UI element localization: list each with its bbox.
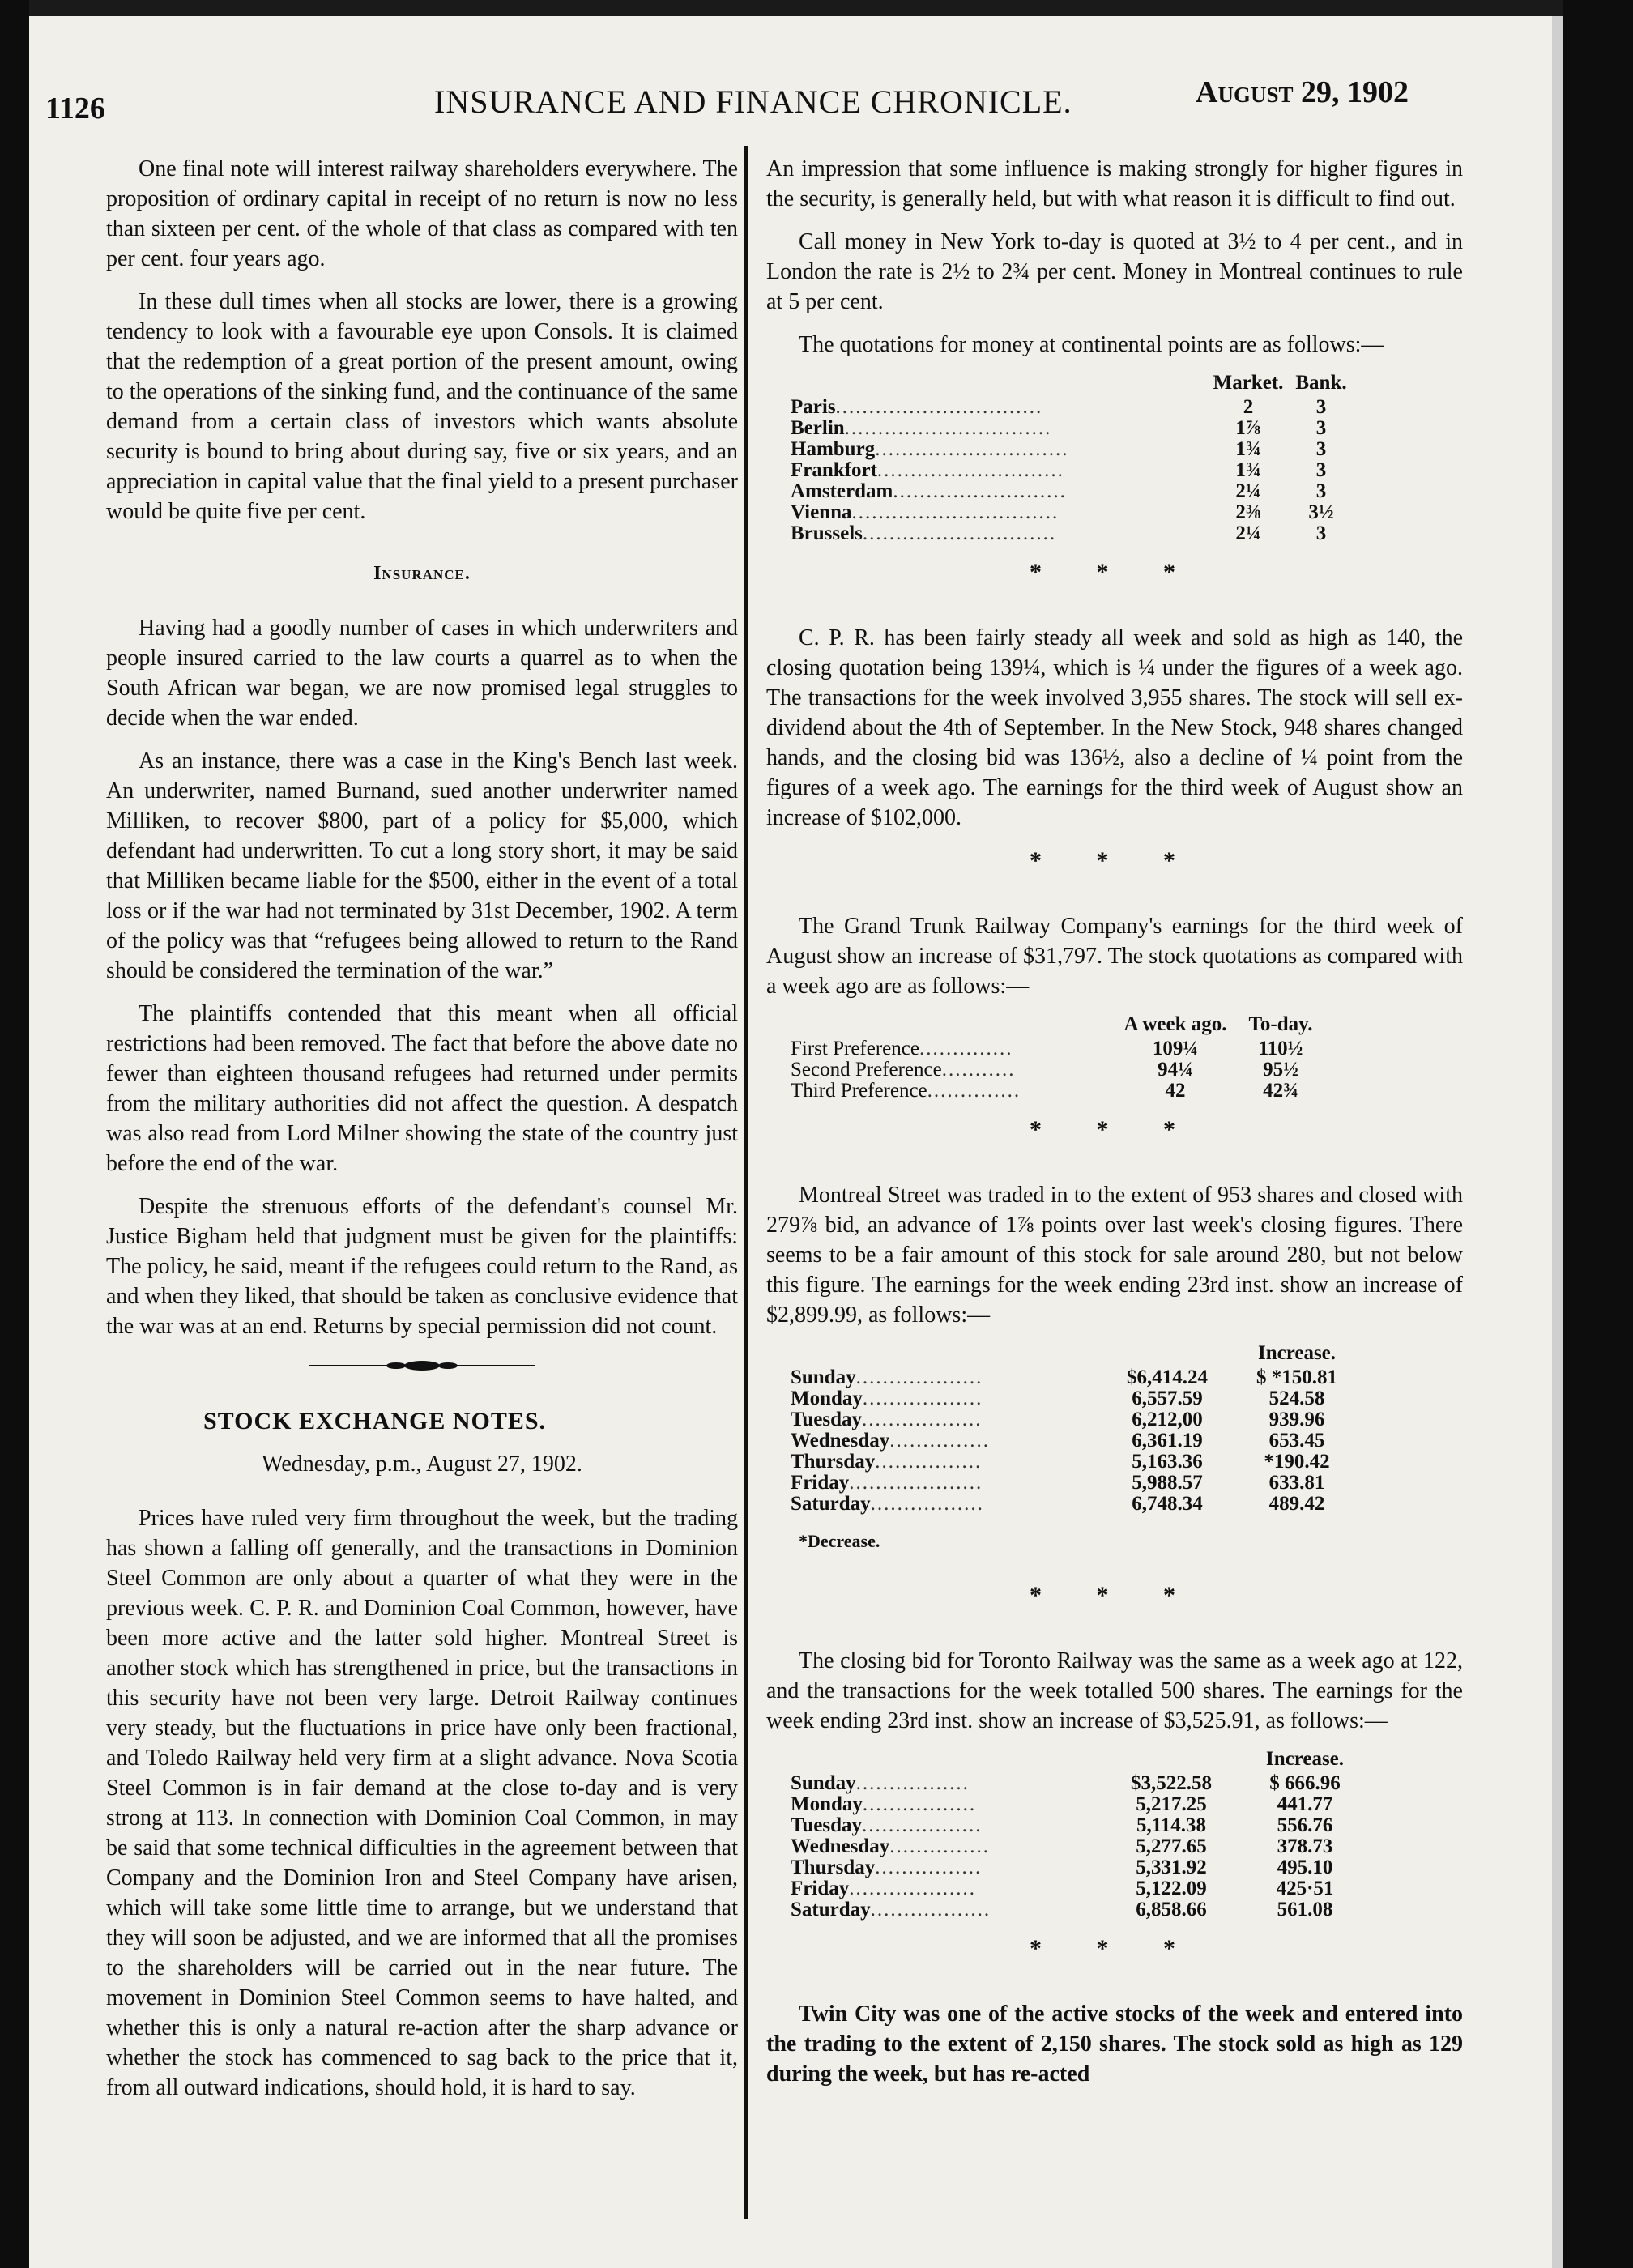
earnings-amount: 5,331.92 <box>1136 1857 1207 1878</box>
column-rule <box>744 146 748 2219</box>
journal-title: INSURANCE AND FINANCE CHRONICLE. <box>434 83 1072 120</box>
row-label: Amsterdam <box>791 480 893 502</box>
paragraph: The Grand Trunk Railway Company's earnings for the third week of August show an increase of $31,797. The stock quotations as compared with a week ago are as follows:— <box>766 914 1463 999</box>
table-row: Saturday.................. 6,858.66 561.08 <box>791 1899 1366 1921</box>
row-label: Brussels <box>791 522 863 544</box>
row-label: Vienna <box>791 501 852 523</box>
earnings-increase: 939.96 <box>1268 1409 1325 1430</box>
paragraph: Call money in New York to-day is quoted at 3½ to 4 per cent., and in London the rate is 2½ to 2¾ per cent. Money in Montreal continues to rule at 5 per cent. <box>766 229 1463 314</box>
today-quote: 95½ <box>1263 1059 1298 1081</box>
left-column <box>106 154 738 2116</box>
earnings-amount: 5,277.65 <box>1136 1835 1207 1857</box>
table-row: Friday................... 5,122.09 425·51 <box>791 1878 1366 1899</box>
week-ago-quote: 94¼ <box>1158 1059 1193 1081</box>
right-column <box>766 154 1463 2102</box>
row-label: Wednesday <box>791 1835 890 1857</box>
asterism-divider: * * * <box>1030 559 1200 586</box>
asterism-divider: * * * <box>1030 1935 1200 1962</box>
scan-border-left <box>0 0 29 2268</box>
page-header <box>29 75 1552 131</box>
table-row: Brussels............................. 2¼ 3 <box>791 523 1358 544</box>
paragraph: In these dull times when all stocks are lower, there is a growing tendency to look with a favourable eye upon Consols. It is claimed that the redemption of a great portion of the present amount, owing to the operations of the sinking fund, and the continuance of the same demand from a certain class of investors which wants absolute security is bound to bring about during say, five or six years, and an appreciation in capital value that the final yield to a present purchaser would be quite five per cent. <box>106 289 738 524</box>
table-row: Sunday................... $6,414.24 $ *150.81 <box>791 1367 1358 1388</box>
earnings-amount: 6,858.66 <box>1136 1899 1207 1921</box>
asterism-divider: * * * <box>1030 847 1200 874</box>
earnings-amount: 6,748.34 <box>1132 1493 1203 1515</box>
row-label: Thursday <box>791 1857 876 1878</box>
row-label: Thursday <box>791 1451 876 1473</box>
column-header: Bank. <box>1295 372 1347 394</box>
earnings-increase: $ *150.81 <box>1256 1366 1337 1388</box>
earnings-amount: 5,114.38 <box>1136 1814 1207 1836</box>
grand-trunk-quotations-table <box>791 1014 1325 1102</box>
table-row: Tuesday.................. 6,212,00 939.96 <box>791 1409 1358 1430</box>
table-row: Tuesday.................. 5,114.38 556.76 <box>791 1815 1366 1836</box>
row-label: Paris <box>791 396 836 418</box>
stock-exchange-dateline: Wednesday, p.m., August 27, 1902. <box>262 1452 582 1477</box>
paragraph: An impression that some influence is making strongly for higher figures in the security, is generally held, but with what reason it is difficult to find out. <box>766 156 1463 211</box>
asterism-divider: * * * <box>1030 1582 1200 1609</box>
table-row: Thursday................ 5,163.36 *190.42 <box>791 1452 1358 1473</box>
table-row: Second Preference........... 94¼ 95½ <box>791 1059 1325 1081</box>
earnings-increase: 489.42 <box>1268 1493 1325 1515</box>
table-row: Wednesday............... 5,277.65 378.73 <box>791 1836 1366 1857</box>
column-header: Increase. <box>1265 1748 1345 1770</box>
market-rate: 1¾ <box>1235 438 1261 460</box>
earnings-amount: 6,361.19 <box>1132 1430 1203 1452</box>
market-rate: 1⅞ <box>1235 417 1261 439</box>
earnings-amount: 5,122.09 <box>1136 1878 1207 1899</box>
row-label: Wednesday <box>791 1430 890 1452</box>
week-ago-quote: 109¼ <box>1152 1038 1199 1059</box>
market-rate: 2¼ <box>1235 480 1261 502</box>
earnings-increase: 556.76 <box>1277 1814 1333 1836</box>
column-header: Market. <box>1213 372 1284 394</box>
row-label: Tuesday <box>791 1409 863 1430</box>
row-label: Saturday <box>791 1899 871 1921</box>
paragraph: One final note will interest railway shareholders everywhere. The proposition of ordinary capital in receipt of no return is now no less than sixteen per cent. of the whole of that class as compared with ten per cent. four years ago. <box>106 156 738 271</box>
newspaper-page <box>29 16 1552 2268</box>
table-row: Amsterdam.......................... 2¼ 3 <box>791 481 1358 502</box>
table-row: Hamburg............................. 1¾ 3 <box>791 439 1358 460</box>
bank-rate: 3 <box>1315 459 1327 481</box>
row-label: Friday <box>791 1472 850 1494</box>
table-row: Friday.................... 5,988.57 633.81 <box>791 1473 1358 1494</box>
row-label: Third Preference <box>791 1080 927 1102</box>
row-label: Friday <box>791 1878 850 1899</box>
insurance-heading: Insurance. <box>373 563 471 584</box>
paragraph: Montreal Street was traded in to the extent of 953 shares and closed with 279⅞ bid, an advance of 1⅞ points over last week's closing figures. There seems to be a fair amount of this stock for sale around 280, but not below this figure. The earnings for the week ending 23rd inst. show an increase of $2,899.99, as follows:— <box>766 1183 1463 1328</box>
earnings-increase: 378.73 <box>1277 1835 1333 1857</box>
montreal-street-earnings-table <box>791 1343 1358 1515</box>
earnings-increase: 633.81 <box>1268 1472 1325 1494</box>
row-label: Sunday <box>791 1366 856 1388</box>
paragraph: Despite the strenuous efforts of the defendant's counsel Mr. Justice Bigham held that judgment must be given for the plaintiffs: The policy, he said, meant if the refugees could return to the Rand, as and when they liked, that should be taken as conclusive evidence that the war was at an end. Returns by special permission did not count. <box>106 1194 738 1339</box>
today-quote: 42¾ <box>1263 1080 1298 1102</box>
row-label: First Preference <box>791 1038 919 1059</box>
market-rate: 1¾ <box>1235 459 1261 481</box>
ornamental-rule <box>309 1358 535 1374</box>
today-quote: 110½ <box>1258 1038 1303 1059</box>
earnings-amount: $3,522.58 <box>1131 1772 1212 1794</box>
bank-rate: 3 <box>1315 396 1327 418</box>
stock-exchange-heading: STOCK EXCHANGE NOTES. <box>203 1408 547 1435</box>
page-number: 1126 <box>45 92 105 126</box>
row-label: Monday <box>791 1793 863 1815</box>
table-row: First Preference.............. 109¼ 110½ <box>791 1038 1325 1059</box>
earnings-amount: 6,212,00 <box>1132 1409 1203 1430</box>
gutter-strip <box>1551 16 1563 2268</box>
earnings-increase: 653.45 <box>1268 1430 1325 1452</box>
paragraph: C. P. R. has been fairly steady all week and sold as high as 140, the closing quotation being 139¼, which is ¼ under the figures of a week ago. The transactions for the week involved 3,955 shares. The stock will sell ex-dividend about the 4th of September. In the New Stock, 948 shares changed hands, and the closing bid was 136½, also a decline of ¼ point from the figures of a week ago. The earnings for the third week of August show an increase of $102,000. <box>766 625 1463 830</box>
table-row: Wednesday............... 6,361.19 653.45 <box>791 1430 1358 1452</box>
scan-border-right <box>1563 0 1633 2268</box>
row-label: Saturday <box>791 1493 871 1515</box>
column-header: Increase. <box>1257 1342 1337 1364</box>
market-rate: 2 <box>1243 396 1254 418</box>
table-row: Paris............................... 2 3 <box>791 397 1358 418</box>
bank-rate: 3 <box>1315 522 1327 544</box>
market-rate: 2⅜ <box>1235 501 1261 523</box>
table-row: Third Preference.............. 42 42¾ <box>791 1081 1325 1102</box>
row-label: Hamburg <box>791 438 876 460</box>
table-row: Berlin............................... 1⅞ 3 <box>791 418 1358 439</box>
earnings-increase: 561.08 <box>1277 1899 1333 1921</box>
earnings-increase: $ 666.96 <box>1269 1772 1341 1794</box>
issue-date: August 29, 1902 <box>1196 75 1409 109</box>
paragraph: Having had a goodly number of cases in which underwriters and people insured carried to the law courts a quarrel as to when the South African war began, we are now promised legal struggles to decide when the war ended. <box>106 616 738 731</box>
table-row: Frankfort............................ 1¾ 3 <box>791 460 1358 481</box>
bank-rate: 3 <box>1315 438 1327 460</box>
table-row: Thursday................ 5,331.92 495.10 <box>791 1857 1366 1878</box>
table-row: Monday................. 5,217.25 441.77 <box>791 1794 1366 1815</box>
table-row: Monday.................. 6,557.59 524.58 <box>791 1388 1358 1409</box>
earnings-amount: $6,414.24 <box>1127 1366 1208 1388</box>
earnings-amount: 5,163.36 <box>1132 1451 1203 1473</box>
column-header: A week ago. <box>1123 1013 1227 1035</box>
paragraph: Prices have ruled very firm throughout the week, but the trading has shown a falling off generally, and the transactions in Dominion Steel Common are only about a quarter of what they were in the previous week. C. P. R. and Dominion Coal Common, however, have been more active and the latter sold higher. Montreal Street is another stock which has strengthened in price, but the transactions in this security have not been very large. Detroit Railway continues very steady, but the fluctuations in price have only been fractional, and Toledo Railway held very firm at a slight advance. Nova Scotia Steel Common is in fair demand at the close to-day and is very strong at 113. In connection with Dominion Coal Common, in may be said that some technical difficulties in the agreement between that Company and the Dominion Iron and Steel Company have arisen, which will take some little time to arrange, but we understand that they will soon be adjusted, and we are informed that all the promises to the shareholders will be carried out in the near future. The movement in Dominion Steel Common seems to have halted, and whether this is only a natural re-action after the sharp advance or whether the stock has commenced to sag back to the price that it, from all outward indications, should hold, it is hard to say. <box>106 1506 738 2100</box>
row-label: Monday <box>791 1388 863 1409</box>
asterism-divider: * * * <box>1030 1116 1200 1143</box>
money-quotations-table <box>791 373 1358 544</box>
earnings-increase: 441.77 <box>1277 1793 1333 1815</box>
row-label: Second Preference <box>791 1059 942 1081</box>
paragraph: The closing bid for Toronto Railway was the same as a week ago at 122, and the transactions for the week totalled 500 shares. The earnings for the week ending 23rd inst. show an increase of $3,525.91, as follows:— <box>766 1648 1463 1733</box>
paragraph: The plaintiffs contended that this meant when all official restrictions had been removed. The fact that before the above date no fewer than eighteen thousand refugees had returned under permits from the military authorities did not affect the question. A despatch was also read from Lord Milner showing the state of the country just before the end of the war. <box>106 1001 738 1176</box>
paragraph: Twin City was one of the active stocks of the week and entered into the trading to the extent of 2,150 shares. The stock sold as high as 129 during the week, but has re-acted <box>766 2002 1463 2087</box>
bank-rate: 3½ <box>1308 501 1334 523</box>
row-label: Frankfort <box>791 459 877 481</box>
toronto-railway-earnings-table <box>791 1749 1366 1921</box>
row-label: Berlin <box>791 417 845 439</box>
earnings-amount: 5,988.57 <box>1132 1472 1203 1494</box>
bank-rate: 3 <box>1315 417 1327 439</box>
earnings-amount: 6,557.59 <box>1132 1388 1203 1409</box>
row-label: Tuesday <box>791 1814 863 1836</box>
table-row: Vienna............................... 2⅜ 3½ <box>791 502 1358 523</box>
paragraph: The quotations for money at continental points are as follows:— <box>799 332 1384 357</box>
paragraph: As an instance, there was a case in the King's Bench last week. An underwriter, named Burnand, sued another underwriter named Milliken, to recover $800, part of a policy for $5,000, which defendant had underwritten. To cut a long story short, it may be said that Milliken became liable for the $500, either in the event of a total loss or if the war had not terminated by 31st December, 1902. A term of the policy was that “refugees being allowed to return to the Rand should be considered the termination of the war.” <box>106 748 738 983</box>
row-label: Sunday <box>791 1772 856 1794</box>
table-row: Sunday................. $3,522.58 $ 666.96 <box>791 1773 1366 1794</box>
column-header: To-day. <box>1248 1013 1313 1035</box>
week-ago-quote: 42 <box>1165 1080 1186 1102</box>
earnings-increase: 524.58 <box>1268 1388 1325 1409</box>
table-row: Saturday................. 6,748.34 489.42 <box>791 1494 1358 1515</box>
earnings-increase: *190.42 <box>1264 1451 1330 1473</box>
earnings-increase: 425·51 <box>1276 1878 1334 1899</box>
table-footnote: *Decrease. <box>799 1531 880 1551</box>
earnings-amount: 5,217.25 <box>1136 1793 1207 1815</box>
earnings-increase: 495.10 <box>1277 1857 1333 1878</box>
market-rate: 2¼ <box>1235 522 1261 544</box>
bank-rate: 3 <box>1315 480 1327 502</box>
